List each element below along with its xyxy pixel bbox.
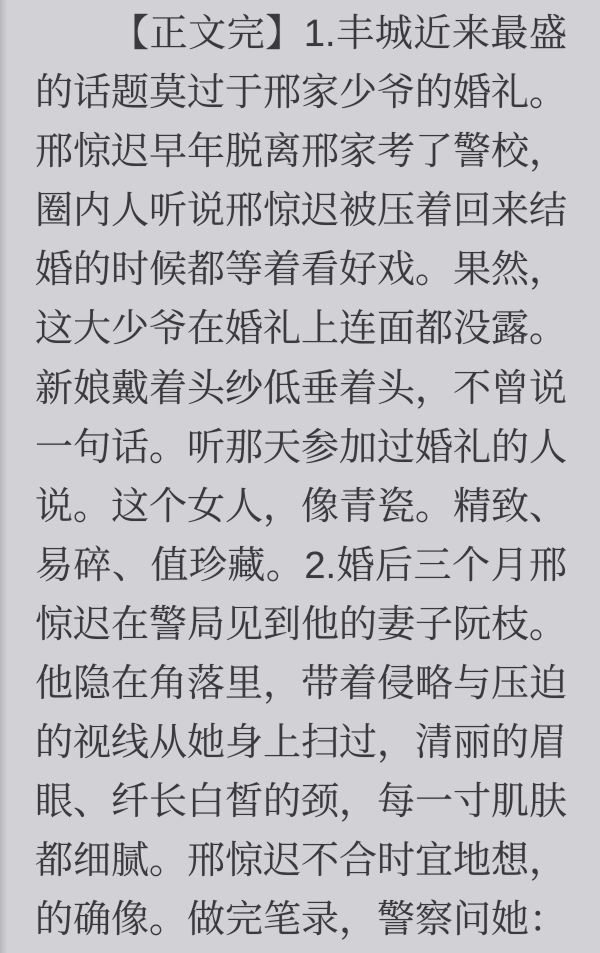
text-line: 的话题莫过于邢家少爷的婚礼。 <box>35 72 568 115</box>
text-line: 这大少爷在婚礼上连面都没露。 <box>35 308 568 351</box>
text-line: 【正文完】1.丰城近来最盛 <box>111 13 567 55</box>
text-line: 说。这个女人，像青瓷。精致、 <box>35 485 568 528</box>
text-line: 易碎、值珍藏。2.婚后三个月邢 <box>35 544 567 587</box>
text-line: 惊迟在警局见到他的妻子阮枝。 <box>35 603 568 646</box>
text-line: 的确像。做完笔录，警察问她： <box>35 899 568 942</box>
text-line: 都细腻。邢惊迟不合时宜地想， <box>35 840 568 883</box>
text-line: 邢惊迟早年脱离邢家考了警校， <box>35 131 568 174</box>
text-line: 婚的时候都等着看好戏。果然， <box>35 249 568 292</box>
text-line: 新娘戴着头纱低垂着头，不曾说 <box>35 367 568 410</box>
text-line: 一句话。听那天参加过婚礼的人 <box>35 426 568 469</box>
text-line: 他隐在角落里，带着侵略与压迫 <box>35 663 568 706</box>
text-line: 的视线从她身上扫过，清丽的眉 <box>35 722 568 765</box>
text-line: 眼、纤长白皙的颈，每一寸肌肤 <box>35 781 568 824</box>
text-line: 圈内人听说邢惊迟被压着回来结 <box>35 190 568 233</box>
